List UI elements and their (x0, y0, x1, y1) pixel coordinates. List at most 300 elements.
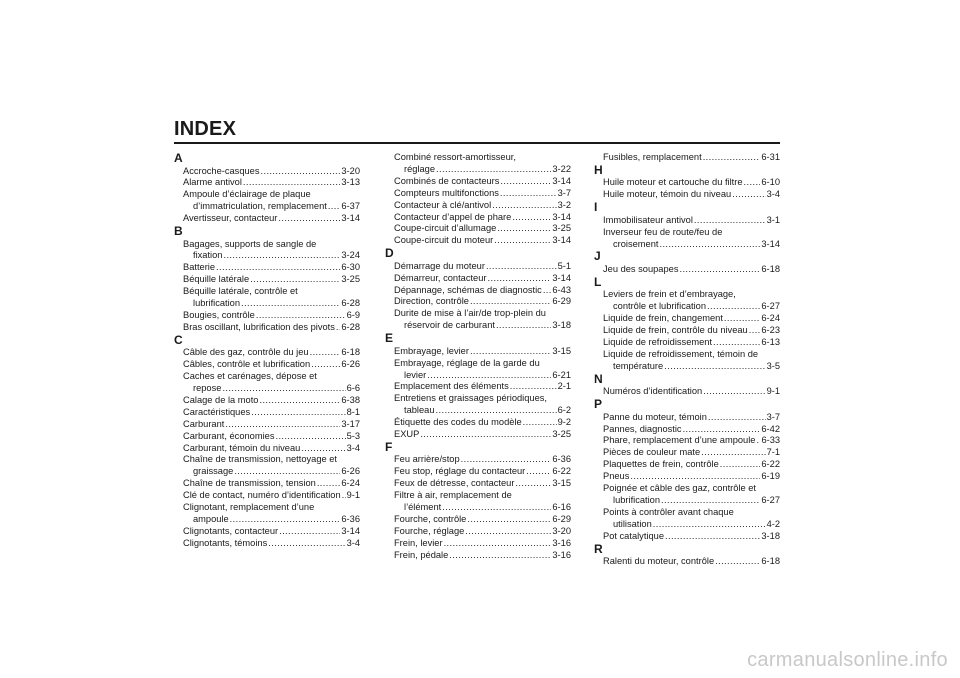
entry-text: Câble des gaz, contrôle du jeu (183, 347, 309, 358)
entry-text: Pot catalytique (603, 530, 664, 541)
entry-text: Chaîne de transmission, tension (183, 478, 316, 489)
index-entry[interactable] (174, 407, 360, 419)
entry-text: levier (404, 369, 427, 380)
index-entry[interactable] (385, 381, 571, 393)
section-letter: I (594, 200, 598, 215)
entry-text: utilisation (613, 518, 652, 529)
section-letter: B (174, 224, 183, 239)
index-column-2 (385, 152, 571, 562)
index-entry[interactable] (174, 262, 360, 274)
entry-text: Combinés de contacteurs (394, 175, 500, 186)
page-number: 3-14 (552, 272, 571, 283)
entry-text: Liquide de frein, changement (603, 313, 723, 324)
page-number: 3-20 (341, 165, 360, 176)
leader-dots (683, 424, 761, 436)
entry-text: Panne du moteur, témoin (603, 411, 707, 422)
index-entry[interactable] (174, 431, 360, 443)
index-entry[interactable] (594, 386, 780, 398)
index-column-3 (594, 152, 780, 568)
page-number: 6-19 (761, 471, 780, 482)
leader-dots (442, 502, 551, 514)
page-number: 3-16 (552, 537, 571, 548)
page-number: 6-29 (552, 296, 571, 307)
page-number: 6-42 (761, 423, 780, 434)
index-entry[interactable] (594, 424, 780, 436)
entry-text: Démarreur, contacteur (394, 272, 487, 283)
page-number: 3-13 (341, 177, 360, 188)
leader-dots (436, 405, 557, 417)
entry-text: Feux de détresse, contacteur (394, 478, 515, 489)
index-entry[interactable] (385, 550, 571, 562)
watermark: carmanualsonline.info (747, 649, 948, 671)
page-number: 9-1 (346, 490, 361, 501)
index-entry[interactable] (174, 478, 360, 490)
entry-text: Leviers de frein et d’embrayage, (603, 289, 736, 300)
entry-text: Combiné ressort-amortisseur, (394, 152, 516, 162)
index-entry[interactable] (385, 223, 571, 235)
entry-text: Poignée et câble des gaz, contrôle et (603, 483, 756, 494)
entry-text: Batterie (183, 262, 216, 273)
section-letter: C (174, 332, 183, 347)
leader-dots (679, 264, 760, 276)
index-entry[interactable] (385, 490, 571, 514)
entry-text: Huile moteur, témoin du niveau (603, 189, 732, 200)
entry-text: Fourche, contrôle (394, 513, 467, 524)
section-letter: A (174, 151, 183, 165)
page-number: 3-14 (552, 235, 571, 246)
entry-text: Frein, pédale (394, 549, 449, 560)
leader-dots (694, 215, 766, 227)
index-entry[interactable] (174, 359, 360, 371)
index-entry[interactable] (174, 274, 360, 286)
page-number: 6-26 (341, 359, 360, 370)
leader-dots (496, 320, 551, 332)
index-entry[interactable] (385, 261, 571, 273)
leader-dots (713, 337, 760, 349)
index-entry[interactable] (594, 483, 780, 507)
index-entry[interactable] (174, 347, 360, 359)
index-entry[interactable] (174, 490, 360, 502)
leader-dots (744, 177, 761, 189)
leader-dots (222, 383, 345, 395)
index-entry[interactable] (174, 502, 360, 526)
page-number: 9-1 (766, 386, 780, 397)
entry-text: Inverseur feu de route/feu de (603, 226, 723, 237)
index-entry[interactable] (174, 239, 360, 263)
leader-dots (449, 550, 551, 562)
entry-text: Caractéristiques (183, 406, 251, 417)
entry-text: fixation (193, 250, 223, 261)
index-entry[interactable] (594, 471, 780, 483)
page-number: 6-10 (761, 177, 780, 188)
leader-dots (427, 370, 551, 382)
index-entry[interactable] (174, 454, 360, 478)
entry-text: Jeu des soupapes (603, 263, 679, 274)
leader-dots (659, 239, 760, 251)
entry-text: Compteurs multifonctions (394, 187, 499, 198)
leader-dots (703, 152, 761, 164)
index-entry[interactable] (594, 215, 780, 227)
page-number: 6-37 (341, 201, 360, 212)
section-letter: N (594, 371, 603, 386)
entry-text: tableau (404, 405, 435, 416)
section-letter: D (385, 246, 394, 261)
entry-text: Pannes, diagnostic (603, 423, 682, 434)
entry-text: Coupe-circuit d’allumage (394, 223, 497, 234)
leader-dots (630, 471, 760, 483)
leader-dots (488, 273, 552, 285)
index-entry[interactable] (594, 531, 780, 543)
index-entry[interactable] (385, 538, 571, 550)
page-number: 5-3 (346, 430, 360, 441)
entry-text: lubrification (193, 298, 241, 309)
section-letter: R (594, 541, 603, 556)
page-number: 6-16 (552, 502, 571, 513)
leader-dots (275, 431, 345, 443)
entry-text: Clignotant, remplacement d’une (183, 502, 315, 513)
index-entry[interactable] (594, 435, 780, 447)
leader-dots (250, 274, 340, 286)
page-number: 3-15 (552, 345, 571, 356)
leader-dots (749, 325, 761, 337)
leader-dots (720, 459, 761, 471)
index-entry[interactable] (385, 393, 571, 417)
index-entry[interactable] (174, 177, 360, 189)
index-entry[interactable] (594, 177, 780, 189)
index-entry[interactable] (594, 289, 780, 313)
page-number: 3-16 (552, 549, 571, 560)
leader-dots (664, 361, 765, 373)
index-entry[interactable] (385, 466, 571, 478)
leader-dots (444, 538, 552, 550)
page-number: 9-2 (557, 417, 571, 428)
index-entry[interactable] (594, 227, 780, 251)
entry-text: l’élément (404, 502, 442, 513)
entry-text: Contacteur à clé/antivol (394, 199, 492, 210)
entry-text: Frein, levier (394, 537, 443, 548)
entry-text: Pneus (603, 471, 630, 482)
page-number: 6-27 (761, 494, 780, 505)
index-entry[interactable] (174, 538, 360, 550)
section-letter: P (594, 397, 603, 412)
leader-dots (328, 201, 341, 213)
entry-text: graissage (193, 466, 234, 477)
index-entry[interactable] (385, 296, 571, 308)
index-entry[interactable] (385, 358, 571, 382)
entry-text: Étiquette des codes du modèle (394, 417, 522, 428)
entry-text: Chaîne de transmission, nettoyage et (183, 454, 338, 465)
page-number: 3-18 (761, 530, 780, 541)
page-number: 6-18 (761, 556, 780, 567)
entry-text: Caches et carénages, dépose et (183, 371, 317, 382)
index-entry[interactable] (385, 212, 571, 224)
entry-text: Huile moteur et cartouche du filtre (603, 177, 743, 188)
entry-text: Bras oscillant, lubrification des pivots (183, 321, 335, 332)
entry-text: Filtre à air, remplacement de (394, 490, 512, 501)
page-number: 6-28 (341, 298, 360, 309)
page-number: 6-33 (761, 435, 781, 446)
page-number: 5-1 (557, 260, 571, 271)
index-entry[interactable] (174, 189, 360, 213)
page-number: 6-28 (341, 321, 360, 332)
entry-text: Durite de mise à l’air/de trop-plein du (394, 308, 546, 319)
leader-dots (512, 212, 551, 224)
index-entry[interactable] (594, 189, 780, 201)
entry-text: d’immatriculation, remplacement (193, 201, 327, 212)
index-entry[interactable] (594, 459, 780, 471)
entry-text: Calage de la moto (183, 394, 259, 405)
leader-dots (420, 429, 551, 441)
index-entry[interactable] (174, 322, 360, 334)
index-entry[interactable] (174, 526, 360, 538)
leader-dots (494, 235, 551, 247)
index-entry[interactable] (385, 429, 571, 441)
leader-dots (230, 514, 341, 526)
leader-dots (225, 419, 340, 431)
page-number: 6-30 (341, 262, 360, 273)
entry-text: Carburant (183, 418, 225, 429)
entry-text: Carburant, économies (183, 430, 275, 441)
page-number: 3-24 (341, 250, 360, 261)
leader-dots (436, 164, 551, 176)
leader-dots (268, 538, 345, 550)
page-number: 6-22 (761, 459, 780, 470)
leader-dots (216, 262, 340, 274)
entry-text: Phare, remplacement d’une ampoule (603, 435, 756, 446)
entry-text: Bagages, supports de sangle de (183, 238, 317, 249)
index-entry[interactable] (174, 310, 360, 322)
entry-text: Dépannage, schémas de diagnostic (394, 284, 542, 295)
page-number: 3-25 (341, 274, 360, 285)
index-entry[interactable] (174, 419, 360, 431)
page-number: 3-7 (557, 187, 571, 198)
entry-text: Pièces de couleur mate (603, 447, 701, 458)
index-entry[interactable] (385, 285, 571, 297)
leader-dots (703, 386, 765, 398)
page-number: 6-29 (552, 513, 571, 524)
entry-text: Numéros d’identification (603, 386, 703, 397)
index-entry[interactable] (385, 454, 571, 466)
page-number: 4-2 (766, 518, 780, 529)
leader-dots (251, 407, 345, 419)
entry-text: Emplacement des éléments (394, 381, 509, 392)
entry-text: Clignotants, contacteur (183, 525, 279, 536)
index-entry[interactable] (385, 152, 571, 176)
leader-dots (470, 296, 551, 308)
page-number: 3-5 (766, 360, 780, 371)
index-entry[interactable] (594, 325, 780, 337)
entry-text: Démarrage du moteur (394, 260, 485, 271)
entry-text: Câbles, contrôle et lubrification (183, 359, 311, 370)
entry-text: Embrayage, levier (394, 345, 469, 356)
entry-text: lubrification (613, 494, 661, 505)
leader-dots (756, 435, 760, 447)
leader-dots (732, 189, 765, 201)
index-entry[interactable] (385, 188, 571, 200)
entry-text: Liquide de frein, contrôle du niveau (603, 325, 748, 336)
page-number: 3-15 (552, 478, 571, 489)
index-entry[interactable] (385, 235, 571, 247)
leader-dots (342, 490, 346, 502)
leader-dots (461, 454, 552, 466)
index-entry[interactable] (594, 412, 780, 424)
page-number: 6-9 (346, 309, 360, 320)
index-entry[interactable] (174, 213, 360, 225)
entry-text: Feu arrière/stop (394, 454, 460, 465)
page-number: 6-13 (761, 336, 780, 347)
entry-text: Clignotants, témoins (183, 537, 268, 548)
page-number: 6-26 (341, 466, 360, 477)
entry-text: croisement (613, 238, 659, 249)
page-number: 3-14 (552, 175, 571, 186)
leader-dots (486, 261, 557, 273)
entry-text: Feu stop, réglage du contacteur (394, 466, 526, 477)
index-entry[interactable] (594, 264, 780, 276)
page-number: 3-1 (766, 214, 780, 225)
page-number: 6-21 (552, 369, 571, 380)
page-number: 6-18 (761, 263, 780, 274)
page-number: 3-4 (346, 537, 360, 548)
leader-dots (500, 176, 551, 188)
section-letter: E (385, 331, 394, 346)
section-letter: F (385, 439, 393, 454)
entry-text: Ampoule d’éclairage de plaque (183, 189, 311, 200)
entry-text: Entretiens et graissages périodiques, (394, 393, 547, 404)
title-rule (174, 142, 780, 144)
index-entry[interactable] (174, 286, 360, 310)
leader-dots (260, 166, 340, 178)
page-number: 3-4 (766, 189, 780, 200)
page-number: 6-2 (557, 405, 571, 416)
leader-dots (523, 417, 557, 429)
page-number: 6-38 (341, 394, 360, 405)
page-number: 3-17 (341, 418, 360, 429)
page-number: 6-18 (341, 347, 360, 358)
section-letter: L (594, 274, 602, 289)
page-number: 6-31 (761, 152, 780, 162)
section-letter: J (594, 249, 601, 264)
leader-dots (715, 556, 760, 568)
index-entry[interactable] (594, 349, 780, 373)
index-entry[interactable] (174, 443, 360, 455)
leader-dots (708, 412, 766, 424)
page-number: 3-25 (552, 429, 571, 440)
page-number: 3-14 (552, 211, 571, 222)
entry-text: Fusibles, remplacement (603, 152, 702, 162)
leader-dots (279, 526, 340, 538)
page-number: 2-1 (557, 381, 571, 392)
leader-dots (467, 514, 551, 526)
leader-dots (526, 466, 551, 478)
index-entry[interactable] (594, 337, 780, 349)
entry-text: Clé de contact, numéro d’identification (183, 490, 341, 501)
page-number: 6-6 (346, 383, 360, 393)
entry-text: réservoir de carburant (404, 320, 495, 331)
index-entry[interactable] (594, 507, 780, 531)
leader-dots (278, 213, 340, 225)
page-number: 7-1 (766, 447, 780, 458)
section-letter: H (594, 162, 603, 177)
page-number: 6-24 (761, 313, 780, 324)
entry-text: Fourche, réglage (394, 525, 465, 536)
index-entry[interactable] (385, 417, 571, 429)
entry-text: Plaquettes de frein, contrôle (603, 459, 719, 470)
leader-dots (701, 447, 765, 459)
entry-text: Avertisseur, contacteur (183, 213, 278, 224)
entry-text: Liquide de refroidissement (603, 336, 713, 347)
index-entry[interactable] (594, 152, 780, 164)
index-entry[interactable] (174, 166, 360, 178)
entry-text: réglage (404, 163, 436, 174)
entry-text: Contacteur d’appel de phare (394, 211, 512, 222)
index-entry[interactable] (385, 526, 571, 538)
page-number: 3-22 (552, 163, 571, 174)
index-entry[interactable] (174, 371, 360, 395)
leader-dots (707, 301, 760, 313)
index-column-1 (174, 152, 360, 550)
index-entry[interactable] (594, 447, 780, 459)
page-number: 3-14 (341, 213, 360, 224)
leader-dots (234, 466, 340, 478)
leader-dots (724, 313, 760, 325)
entry-text: Liquide de refroidissement, témoin de (603, 348, 759, 359)
leader-dots (470, 346, 551, 358)
leader-dots (653, 519, 766, 531)
leader-dots (243, 177, 340, 189)
index-entry[interactable] (174, 395, 360, 407)
leader-dots (665, 531, 760, 543)
leader-dots (492, 200, 556, 212)
leader-dots (510, 381, 557, 393)
entry-text: EXUP (394, 429, 420, 440)
leader-dots (661, 495, 760, 507)
index-entry[interactable] (385, 478, 571, 490)
leader-dots (515, 478, 551, 490)
page-number: 3-7 (766, 411, 780, 422)
page-number: 6-22 (552, 466, 571, 477)
index-entry[interactable] (594, 556, 780, 568)
page-number: 6-43 (552, 284, 571, 295)
index-entry[interactable] (385, 346, 571, 358)
index-entry[interactable] (385, 308, 571, 332)
entry-text: Alarme antivol (183, 177, 242, 188)
index-entry[interactable] (385, 176, 571, 188)
entry-text: Bougies, contrôle (183, 309, 255, 320)
entry-text: Ralenti du moteur, contrôle (603, 556, 715, 567)
page-number: 6-36 (341, 513, 360, 524)
index-entry[interactable] (385, 200, 571, 212)
entry-text: Coupe-circuit du moteur (394, 235, 494, 246)
leader-dots (259, 395, 340, 407)
index-entry[interactable] (385, 514, 571, 526)
entry-text: température (613, 360, 664, 371)
page-number: 6-36 (552, 454, 571, 465)
entry-text: Accroche-casques (183, 165, 260, 176)
index-entry[interactable] (594, 313, 780, 325)
index-entry[interactable] (385, 273, 571, 285)
entry-text: Béquille latérale, contrôle et (183, 286, 298, 297)
entry-text: Points à contrôler avant chaque (603, 506, 734, 517)
leader-dots (543, 285, 552, 297)
leader-dots (497, 223, 551, 235)
leader-dots (310, 347, 341, 359)
leader-dots (301, 443, 345, 455)
page-number: 3-4 (346, 442, 360, 453)
page-number: 3-14 (761, 238, 780, 249)
leader-dots (256, 310, 346, 322)
page-number: 3-18 (552, 320, 571, 331)
page-number: 3-25 (552, 223, 571, 234)
